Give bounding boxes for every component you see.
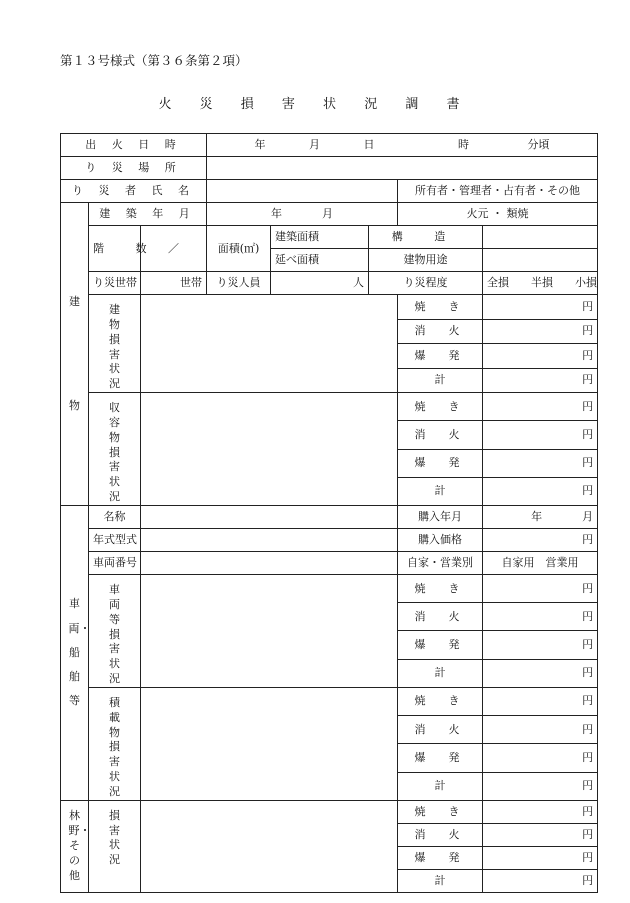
year-unit: 年 [254,138,266,151]
loss-extinguish-label: 消 火 [398,603,483,631]
month-unit: 月 [309,138,321,151]
form-number: 第１３号様式（第３６条第２項） [60,53,248,68]
row-vehicle-name [61,505,598,528]
loss-explosion-label: 爆 発 [398,744,483,772]
loss-burn-amount[interactable]: 円 [483,295,598,320]
loss-explosion-label: 爆 発 [398,344,483,369]
loss-burn-label: 焼 き [398,687,483,715]
loss-total-label: 計 [398,659,483,687]
label-area: 面積(㎡) [207,226,271,272]
label-building-area: 建築面積 [271,226,369,249]
victim-name-field[interactable] [207,180,398,203]
loss-explosion-amount[interactable]: 円 [483,449,598,477]
structure-field[interactable] [483,226,598,249]
building-section-label: 建 物 [61,203,89,506]
forest-damage-label: 損害状況 [89,800,141,892]
loss-burn-label: 焼 き [398,295,483,320]
loss-total-label: 計 [398,869,483,892]
vehicle-model-field[interactable] [141,528,398,551]
loss-explosion-label: 爆 発 [398,449,483,477]
loss-total-amount[interactable]: 円 [483,869,598,892]
document-title: 火 災 損 害 状 況 調 書 [158,97,472,112]
contents-damage-label: 収容物損害状況 [89,393,141,506]
label-vehicle-model: 年式型式 [89,528,141,551]
victim-role-options[interactable]: 所有者・管理者・占有者・その他 [398,180,598,203]
row-vehicle-model [61,528,598,551]
label-victim-name: り 災 者 氏 名 [61,180,207,203]
loss-extinguish-amount[interactable]: 円 [483,421,598,449]
loss-extinguish-amount[interactable]: 円 [483,319,598,344]
forest-section-label: 林野・その他 [61,800,89,892]
floors-field[interactable]: ／ [141,226,207,272]
loss-extinguish-amount[interactable]: 円 [483,716,598,744]
fire-datetime-field[interactable] [207,134,598,157]
loss-extinguish-label: 消 火 [398,319,483,344]
label-building-usage: 建物用途 [369,249,483,272]
loss-total-label: 計 [398,477,483,505]
loss-extinguish-label: 消 火 [398,716,483,744]
cargo-damage-label: 積載物損害状況 [89,687,141,800]
vehicle-section-label: 車両・船舶等 [61,505,89,800]
vehicle-name-field[interactable] [141,505,398,528]
loss-total-label: 計 [398,368,483,393]
hour-unit: 時 [458,138,470,151]
loss-extinguish-amount[interactable]: 円 [483,823,598,846]
loss-burn-amount[interactable]: 円 [483,800,598,823]
label-persons: り災人員 [207,272,271,295]
degree-options[interactable]: 全損 半損 小損 [483,272,598,295]
building-damage-label: 建物損害状況 [89,295,141,393]
loss-explosion-amount[interactable]: 円 [483,846,598,869]
loss-burn-amount[interactable]: 円 [483,393,598,421]
fire-origin-options[interactable]: 火元 ・ 類焼 [398,203,598,226]
label-degree: り災程度 [369,272,483,295]
row-households [61,272,598,295]
disaster-place-field[interactable] [207,157,598,180]
loss-total-amount[interactable]: 円 [483,477,598,505]
label-disaster-place: り 災 場 所 [61,157,207,180]
loss-total-amount[interactable]: 円 [483,368,598,393]
loss-explosion-amount[interactable]: 円 [483,631,598,659]
loss-burn-amount[interactable]: 円 [483,687,598,715]
households-field[interactable]: 世帯 [141,272,207,295]
label-purchase-price: 購入価格 [398,528,483,551]
built-date-field[interactable]: 年 月 [207,203,398,226]
label-vehicle-name: 名称 [89,505,141,528]
label-structure: 構 造 [369,226,483,249]
building-damage-field[interactable] [141,295,398,393]
loss-extinguish-label: 消 火 [398,823,483,846]
damage-report-table [60,133,598,893]
row-building-floors-a [61,226,598,249]
loss-explosion-label: 爆 発 [398,846,483,869]
cargo-damage-field[interactable] [141,687,398,800]
label-fire-datetime: 出 火 日 時 [61,134,207,157]
loss-extinguish-label: 消 火 [398,421,483,449]
vehicle-damage-label: 車両等損害状況 [89,574,141,687]
minute-unit: 分頃 [527,138,550,151]
loss-explosion-label: 爆 発 [398,631,483,659]
purchase-price-field[interactable]: 円 [483,528,598,551]
contents-damage-field[interactable] [141,393,398,506]
vehicle-damage-field[interactable] [141,574,398,687]
label-floors: 階 数 [89,226,141,272]
label-purchase-date: 購入年月 [398,505,483,528]
label-usage-type: 自家・営業別 [398,551,483,574]
vehicle-reg-field[interactable] [141,551,398,574]
loss-explosion-amount[interactable]: 円 [483,344,598,369]
loss-total-amount[interactable]: 円 [483,659,598,687]
day-unit: 日 [363,138,375,151]
purchase-date-field[interactable]: 年 月 [483,505,598,528]
label-built-date: 建 築 年 月 [89,203,207,226]
row-fire-datetime [61,134,598,157]
usage-type-options[interactable]: 自家用 営業用 [483,551,598,574]
label-total-floor-area: 延べ面積 [271,249,369,272]
loss-total-label: 計 [398,772,483,800]
loss-burn-label: 焼 き [398,393,483,421]
loss-explosion-amount[interactable]: 円 [483,744,598,772]
row-building-built [61,203,598,226]
loss-total-amount[interactable]: 円 [483,772,598,800]
row-vehicle-reg [61,551,598,574]
label-households: り災世帯 [89,272,141,295]
loss-burn-amount[interactable]: 円 [483,574,598,602]
persons-field[interactable]: 人 [271,272,369,295]
loss-burn-label: 焼 き [398,574,483,602]
row-disaster-place [61,157,598,180]
row-victim-name [61,180,598,203]
label-vehicle-reg: 車両番号 [89,551,141,574]
loss-burn-label: 焼 き [398,800,483,823]
building-usage-field[interactable] [483,249,598,272]
loss-extinguish-amount[interactable]: 円 [483,603,598,631]
forest-damage-field[interactable] [141,800,398,892]
